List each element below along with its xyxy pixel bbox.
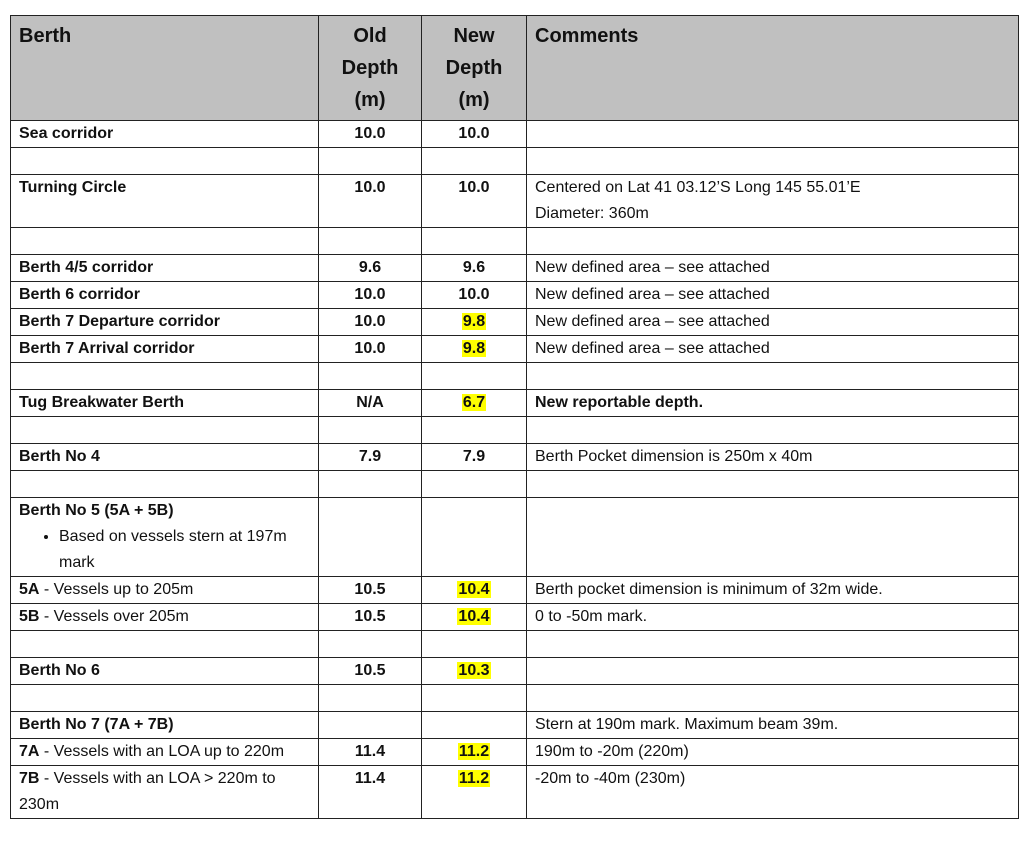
old-depth-cell: 10.5 (319, 604, 422, 631)
comment-cell: New reportable depth. (527, 390, 1019, 417)
highlighted-value: 11.2 (458, 743, 490, 760)
new-depth-cell: 10.0 (422, 121, 527, 148)
table-row (11, 658, 1019, 685)
table-row (11, 498, 1019, 577)
comment-cell: 190m to -20m (220m) (527, 739, 1019, 766)
highlighted-value: 10.4 (458, 608, 490, 625)
berth-cell: Berth No 4 (11, 444, 319, 471)
comment-cell: Centered on Lat 41 03.12’S Long 145 55.01’E Diameter: 360m (527, 175, 1019, 228)
berth-depth-table (10, 15, 1019, 819)
comment-cell: Berth Pocket dimension is 250m x 40m (527, 444, 1019, 471)
old-depth-cell: 10.5 (319, 577, 422, 604)
old-depth-cell: 10.5 (319, 658, 422, 685)
berth-cell: 7B - Vessels with an LOA > 220m to 230m (11, 766, 319, 819)
new-depth-cell: 9.6 (422, 255, 527, 282)
header-berth: Berth (11, 16, 319, 121)
header-row (11, 16, 1019, 121)
comment-cell (527, 658, 1019, 685)
berth-cell: Berth 7 Departure corridor (11, 309, 319, 336)
berth-cell: Berth No 6 (11, 658, 319, 685)
berth-cell: Sea corridor (11, 121, 319, 148)
berth-cell: Tug Breakwater Berth (11, 390, 319, 417)
new-depth-cell (422, 739, 527, 766)
blank-row (11, 148, 1019, 175)
old-depth-cell: 11.4 (319, 739, 422, 766)
old-depth-cell: 10.0 (319, 282, 422, 309)
new-depth-cell (422, 604, 527, 631)
new-depth-cell (422, 309, 527, 336)
comment-cell: 0 to -50m mark. (527, 604, 1019, 631)
comment-cell: New defined area – see attached (527, 255, 1019, 282)
comment-cell: New defined area – see attached (527, 282, 1019, 309)
new-depth-cell: 10.0 (422, 282, 527, 309)
berth-cell: Berth No 7 (7A + 7B) (11, 712, 319, 739)
table-row (11, 121, 1019, 148)
old-depth-cell: 7.9 (319, 444, 422, 471)
header-comments: Comments (527, 16, 1019, 121)
berth-cell: Berth No 5 (5A + 5B) • Based on vessels stern at 197m mark (11, 498, 319, 577)
comment-cell: Berth pocket dimension is minimum of 32m wide. (527, 577, 1019, 604)
highlighted-value: 11.2 (458, 770, 490, 787)
old-depth-cell: 10.0 (319, 175, 422, 228)
highlighted-value: 6.7 (462, 394, 486, 411)
new-depth-cell: 7.9 (422, 444, 527, 471)
table-row (11, 766, 1019, 819)
header-old-depth: Old Depth (m) (319, 16, 422, 121)
old-depth-cell: 10.0 (319, 309, 422, 336)
highlighted-value: 10.4 (458, 581, 490, 598)
old-depth-cell: 10.0 (319, 121, 422, 148)
new-depth-cell (422, 336, 527, 363)
blank-row (11, 631, 1019, 658)
highlighted-value: 9.8 (462, 313, 486, 330)
table-row (11, 336, 1019, 363)
list-item: • Based on vessels stern at 197m mark (59, 524, 310, 576)
table-row (11, 739, 1019, 766)
berth-cell: 5B - Vessels over 205m (11, 604, 319, 631)
old-depth-cell: 9.6 (319, 255, 422, 282)
comment-cell: -20m to -40m (230m) (527, 766, 1019, 819)
new-depth-cell (422, 390, 527, 417)
new-depth-cell: 10.0 (422, 175, 527, 228)
table-row (11, 712, 1019, 739)
bullet-list (19, 524, 310, 576)
highlighted-value: 10.3 (458, 662, 490, 679)
berth-cell: Berth 7 Arrival corridor (11, 336, 319, 363)
berth-cell: 7A - Vessels with an LOA up to 220m (11, 739, 319, 766)
table-row (11, 282, 1019, 309)
comment-cell (527, 121, 1019, 148)
comment-cell: New defined area – see attached (527, 336, 1019, 363)
new-depth-cell (422, 658, 527, 685)
table-row (11, 604, 1019, 631)
blank-row (11, 228, 1019, 255)
berth-cell: Berth 6 corridor (11, 282, 319, 309)
table-row (11, 577, 1019, 604)
new-depth-cell (422, 577, 527, 604)
table-row (11, 309, 1019, 336)
blank-row (11, 417, 1019, 444)
old-depth-cell: 10.0 (319, 336, 422, 363)
blank-row (11, 685, 1019, 712)
berth-cell: 5A - Vessels up to 205m (11, 577, 319, 604)
blank-row (11, 471, 1019, 498)
berth-cell: Turning Circle (11, 175, 319, 228)
table-row (11, 390, 1019, 417)
table-row (11, 175, 1019, 228)
old-depth-cell: 11.4 (319, 766, 422, 819)
blank-row (11, 363, 1019, 390)
berth-cell: Berth 4/5 corridor (11, 255, 319, 282)
header-new-depth: New Depth (m) (422, 16, 527, 121)
highlighted-value: 9.8 (462, 340, 486, 357)
comment-cell: New defined area – see attached (527, 309, 1019, 336)
table-row (11, 255, 1019, 282)
old-depth-cell: N/A (319, 390, 422, 417)
comment-cell: Stern at 190m mark. Maximum beam 39m. (527, 712, 1019, 739)
new-depth-cell (422, 766, 527, 819)
table-row (11, 444, 1019, 471)
